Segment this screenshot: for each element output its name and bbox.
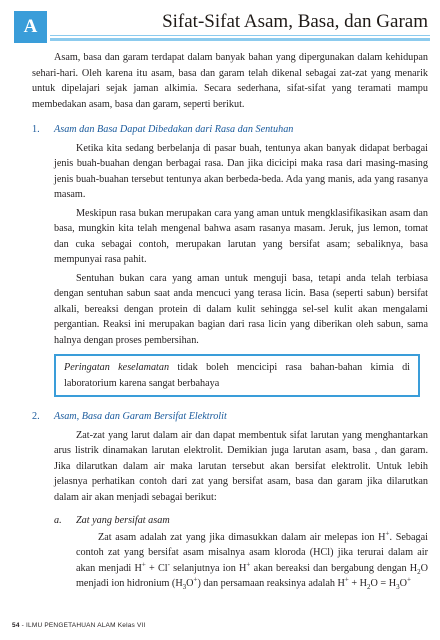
- section-1-paragraph: Sentuhan bukan cara yang aman untuk menguji basa, tetapi anda telah terbiasa dengan sentuhan sabun saat anda mencuci yang terasa licin. Basa (seperti sabun) bersifat alkali, bereaksi dengan protein di dalam kulit sehingga sel-sel kulit akan mengalami pergantian. Reaksi ini merupakan bagian dari rasa licin yang diberikan oleh sabun, sama halnya dengan proses pembersihan.: [54, 272, 428, 346]
- section-2-heading: [32, 409, 428, 425]
- page-number: 54: [12, 622, 20, 629]
- section-1-number: 1.: [32, 124, 40, 135]
- subsection-a-title: Zat yang bersifat asam: [76, 515, 170, 526]
- subsection-a-body: [32, 530, 428, 592]
- page-title: Sifat-Sifat Asam, Basa, dan Garam: [162, 11, 428, 32]
- safety-warning-text: tidak boleh mencicipi rasa bahan-bahan kimia di laboratorium karena sangat berbahaya: [64, 362, 410, 389]
- safety-warning-label: Peringatan keselamatan: [64, 362, 170, 373]
- book-title: - ILMU PENGETAHUAN ALAM Kelas VII: [21, 622, 146, 629]
- section-1-heading: [32, 122, 428, 138]
- page-footer: [12, 622, 146, 629]
- page-title-area: [125, 10, 430, 40]
- safety-warning-box: [54, 354, 420, 397]
- main-content: [32, 50, 428, 592]
- section-1-paragraph: Meskipun rasa bukan merupakan cara yang aman untuk mengklasifikasikan asam dan basa, mungkin kita telah mengenal bahwa asam rasanya masam. Jeruk, jus lemon, tomat dan cuka sebagai contoh, merupakan larutan yang bersifat asam; sebaliknya, basa mempunyai rasa pahit.: [54, 207, 428, 265]
- subsection-a-heading: [32, 513, 428, 529]
- header-badge: A: [14, 11, 47, 43]
- section-2-number: 2.: [32, 411, 40, 422]
- subsection-a-letter: a.: [54, 515, 62, 526]
- section-1-body: [32, 141, 428, 349]
- section-2-title: Asam, Basa dan Garam Bersifat Elektrolit: [54, 411, 227, 422]
- section-2-paragraph: Zat-zat yang larut dalam air dan dapat membentuk sifat larutan yang menghantarkan arus listrik dinamakan larutan elektrolit. Demikian juga larutan asam, basa , dan garam. Jika dilarutkan dalam air maka larutan tersebut akan bersifat elektrolit. Untuk lebih jelasnya perhatikan contoh dari zat yang bersifat asam, basa dan garam jika dilarutkan dalam air akan menjadi sebagai berikut:: [54, 429, 428, 503]
- section-1-paragraph: Ketika kita sedang berbelanja di pasar buah, tentunya akan banyak didapat berbagai jenis buah-buahan dengan berbagai rasa. Dan jika dicicipi maka rasa dari masing-masing jenis buah-buahan tersebut tentunya akan berbeda-beda. Ada yang manis, ada yang rasanya masam.: [54, 142, 428, 200]
- section-2-body: [32, 428, 428, 506]
- acid-explanation-paragraph: Zat asam adalah zat yang jika dimasukkan dalam air melepas ion H+. Sebagai contoh zat yang bersifat asam misalnya asam kloroda (HCl) jika terurai dalam air akan menjadi H+ + Cl- selanjutnya ion H+ akan bereaksi dan bergabung dengan $H_2O$ menjadi ion hidronium $(H_3O^+)$ dan persamaan reaksinya adalah $H^+ + H_2O = H_3O^+$: [76, 529, 428, 592]
- intro-paragraph: Asam, basa dan garam terdapat dalam banyak bahan yang dipergunakan dalam kehidupan sehari-hari. Oleh karena itu asam, basa dan garam telah dikenal sebagai zat-zat yang menarik untuk dipelajari sejak jaman alkimia. Secara sederhana, sifat-sifat yang teramati mampu membedakan asam, basa dan garam, seperti berikut.: [32, 52, 428, 110]
- section-1-title: Asam dan Basa Dapat Dibedakan dari Rasa dan Sentuhan: [54, 124, 294, 135]
